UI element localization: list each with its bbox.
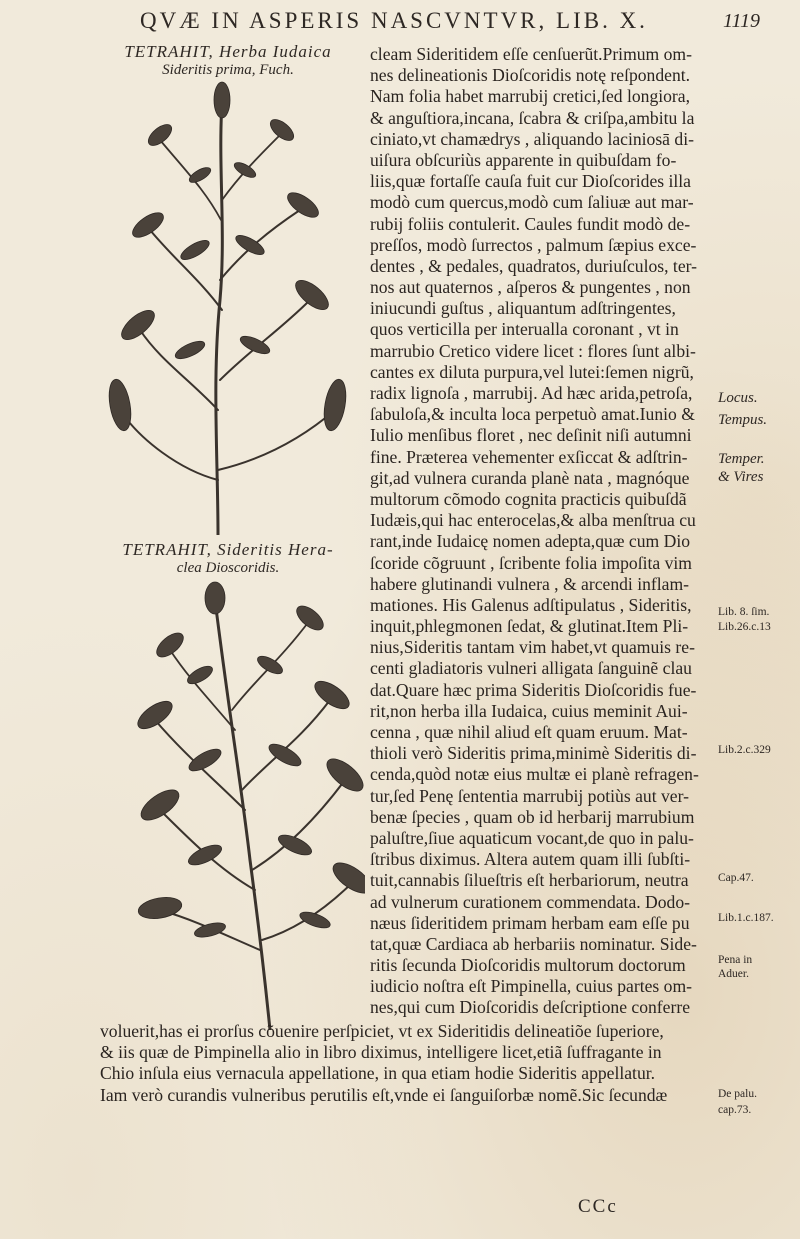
figure-caption-1 xyxy=(108,42,348,79)
text-line: iniucundi guſtus , aliquantum adſtringentes, xyxy=(370,298,676,319)
margin-note-ref1a: Lib. 8. ſim. xyxy=(718,606,770,618)
text-line: Iulio menſibus floret , nec deſinit niſi autumni xyxy=(370,425,692,446)
text-line: uiſura obſcuriùs apparente in quibuſdam fo- xyxy=(370,149,677,170)
text-line: nos aut quaternos , aſperos & pungentes , non xyxy=(370,277,691,298)
text-line: benæ ſpecies , quam ob id herbarij marrubium xyxy=(370,806,695,827)
text-line: & iis quæ de Pimpinella alio in libro diximus, intelligere licet,etiã ſuffragante in xyxy=(100,1042,662,1063)
text-line: cleam Sideritidem eſſe cenſuerũt.Primum om- xyxy=(370,44,692,64)
margin-note-locus: Locus. xyxy=(718,390,758,406)
text-line: tat,quæ Cardiaca ab herbariis nominatur. Side- xyxy=(370,933,697,954)
text-line: tur,ſed Penę ſententia marrubij potiùs aut ver- xyxy=(370,785,689,806)
text-line: iudicio noſtra eſt Pimpinella, cuius partes om- xyxy=(370,976,692,997)
text-line: næus ſideritidem primam herbam eam eſſe pu xyxy=(370,912,690,933)
catchword: CCc xyxy=(578,1196,618,1217)
caption-2-sub: clea Dioscoridis. xyxy=(176,560,280,576)
text-line: ciniato,vt chamædrys , aliquando laciniosā di- xyxy=(370,128,694,149)
text-line: thioli verò Sideritis prima,minimè Sideritis di- xyxy=(370,743,697,764)
figure-caption-2 xyxy=(108,540,348,577)
text-line: habere glutinandi vulnera , & arcendi inflam- xyxy=(370,573,690,594)
text-line: cenna , quæ nihil aliud eſt quam eruum. Mat- xyxy=(370,722,688,742)
text-line: dentes , & pedales, quadratos, duriuſculos, ter- xyxy=(370,255,697,276)
margin-note-ref2: Lib.2.c.329 xyxy=(718,744,771,756)
text-line: ſtribus diximus. Altera autem quam illi ſubſti- xyxy=(370,849,691,870)
text-line: nes,qui cum Dioſcoridis deſcriptione conferre xyxy=(370,997,691,1018)
text-line: paluſtre,ſiue aquaticum vocant,de quo in palu- xyxy=(370,827,694,848)
text-line: nius,Sideritis tantam vim habet,vt quamuis re- xyxy=(370,637,695,658)
text-line: Chio inſula eius vernacula appellatione, in qua etiam hodie Sideritis appellatur. xyxy=(100,1063,656,1084)
text-line: rit,non herba illa Iudaica, cuius meminit Aui- xyxy=(370,700,688,721)
margin-note-ref1b: Lib.26.c.13 xyxy=(718,621,771,633)
margin-note-ref6a: De palu. xyxy=(718,1088,757,1100)
text-line: tuit,cannabis ſilueſtris eſt herbariorum, neutra xyxy=(370,870,689,891)
text-line: modò cum quercus,modò cum ſaliuæ aut mar- xyxy=(370,192,694,213)
margin-note-ref4: Lib.1.c.187. xyxy=(718,912,774,924)
text-line: Iam verò curandis vulneribus perutilis eſt,vnde ei ſanguiſorbæ nomẽ.Sic ſecundæ xyxy=(100,1084,668,1105)
text-line: Nam folia habet marrubij cretici,ſed longiora, xyxy=(370,86,690,107)
text-line: liis,quæ fortaſſe cauſa fuit cur Dioſcorides illa xyxy=(370,171,691,192)
text-line: voluerit,has ei prorſus cõuenire perſpiciet, vt ex Sideritidis delineatiõe ſuperiore, xyxy=(100,1021,664,1041)
woodcut-illustration-tetrahit-1 xyxy=(100,80,360,535)
margin-note-vires: & Vires xyxy=(718,469,764,485)
text-line: nes delineationis Dioſcoridis notę reſpondent. xyxy=(370,65,691,86)
margin-note-tempus: Tempus. xyxy=(718,412,768,428)
text-line: fine. Præterea vehementer exſiccat & adſtrin- xyxy=(370,446,688,467)
text-line: & anguſtiora,incana, ſcabra & criſpa,ambitu la xyxy=(370,107,695,128)
text-line: dat.Quare hæc prima Sideritis Dioſcoridis fue- xyxy=(370,679,697,700)
text-line: marrubio Cretico videre licet : flores ſunt albi- xyxy=(370,340,696,361)
text-line: cantes ex diluta purpura,vel lutei:ſemen nigrũ, xyxy=(370,361,694,382)
main-text-column xyxy=(370,44,715,1019)
margin-note-ref5a: Pena in xyxy=(718,954,753,966)
text-line: git,ad vulnera curanda planè nata , magnóque xyxy=(370,467,690,488)
text-line: rubij foliis contulerit. Caules fundit modò de- xyxy=(370,213,691,234)
text-line: ritis ſecunda Dioſcoridis multorum doctorum xyxy=(370,955,686,976)
margin-note-ref3: Cap.47. xyxy=(718,872,754,884)
running-head: QVÆ IN ASPERIS NASCVNTVR, LIB. X. xyxy=(140,8,648,33)
page-header xyxy=(140,8,760,40)
text-line: radix lignoſa , marrubij. Ad hæc arida,petroſa, xyxy=(370,383,693,403)
caption-1-sub: Sideritis prima, Fuch. xyxy=(162,62,294,78)
page-number: 1119 xyxy=(722,10,760,32)
full-width-text xyxy=(100,1021,720,1106)
margin-note-ref5b: Aduer. xyxy=(718,968,749,980)
text-line: cenda,quòd notæ eius multæ ei planè refragen- xyxy=(370,764,699,785)
caption-1-name: TETRAHIT, Herba Iudaica xyxy=(124,42,332,61)
text-line: quos verticilla per interualla coronant , vt in xyxy=(370,319,679,340)
margin-note-ref6b: cap.73. xyxy=(718,1104,752,1116)
text-line: centi gladiatoris vulneri alligata ſanguinẽ clau xyxy=(370,658,692,679)
caption-2-name: TETRAHIT, Sideritis Hera- xyxy=(122,540,334,559)
text-line: mationes. His Galenus adſtipulatus , Sideritis, xyxy=(370,594,692,615)
text-line: Iudæis,qui hac enterocelas,& alba menſtrua cu xyxy=(370,510,696,531)
text-line: inquit,phlegmonen ſedat, & glutinat.Item Pli- xyxy=(370,616,689,637)
text-line: multorum cõmodo cognita practicis quibuſdã xyxy=(370,488,687,509)
text-line: ſabuloſa,& inculta loca perpetuò amat.Iunio & xyxy=(370,404,695,425)
text-line: rant,inde Iudaicę nomen adepta,quæ cum Dio xyxy=(370,531,691,552)
text-line: preſſos, modò ſurrectos , palmum ſæpius exce- xyxy=(370,234,697,255)
text-line: ad vulnerum curationem commendata. Dodo- xyxy=(370,891,691,912)
margin-note-temper: Temper. xyxy=(718,451,765,467)
woodcut-illustration-tetrahit-2 xyxy=(120,580,365,1030)
text-line: ſcoride cõgruunt , ſcribente folia impoſita vim xyxy=(370,552,692,573)
